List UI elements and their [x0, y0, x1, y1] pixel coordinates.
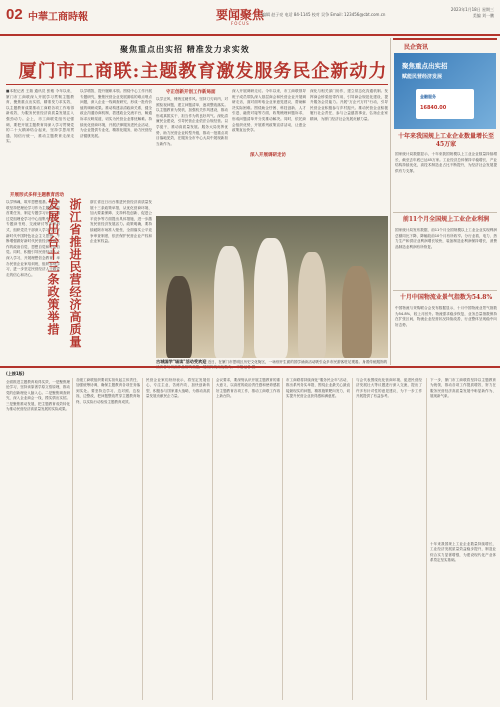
photo-figure-5 [342, 266, 372, 358]
page-header [0, 0, 500, 36]
right-section-tag: 民企资讯 [404, 44, 429, 51]
right-headline-1: 十年来我国规上工业企业数量增长至45万家 [397, 133, 494, 148]
photo-caption [156, 359, 388, 370]
lower-divider-2 [142, 378, 143, 700]
designer-meta: 美编 刘一鹏 [472, 13, 494, 18]
lower-column-1: 全面推进主题教育取得实效，一是聚焦理论学习，坚持读原著学原文悟原理，推动党的创新理论入脑入心。二是聚焦调查研究，深入企业商会一线，摸实情出实招。三是聚焦推动发展，把主题教育成效转化为推动民营经济高质量发展的实际成果。 [6, 380, 70, 412]
headline-rule [6, 84, 388, 85]
photo-figure-4 [166, 276, 192, 358]
subhead-innovation: 守正创新开创工作新局面 [166, 90, 216, 95]
right-article-2: 国家统计局发布数据，前11个月全国规模以上工业企业实现利润总额同比下降，降幅较前10个月有所收窄。分行业看，电力、热力生产和供应业利润增长较快，装备制造业利润保持增长，消费品制造业利润有所恢复。 [395, 228, 497, 249]
paper-name: 中華工商時報 [28, 12, 88, 23]
right-rule-2 [393, 290, 497, 291]
ad-card-title: 金融服务 [420, 94, 436, 99]
lower-column-3: 民营企业家们纷纷表示，将坚定发展信心，专注主业，苦练内功，加快创新转型，积极参与国家重大战略，为推动高质量发展贡献民企力量。 [146, 378, 210, 399]
lower-divider-6 [426, 378, 427, 700]
ad-line-2: 赋能民营经济发展 [402, 74, 443, 80]
lower-column-2: 各级工商联组织要切实担负起主体责任，加强统筹协调，确保主题教育各项任务落到实处。要坚持边学习、边对照、边检视、边整改，把问题整改贯穿主题教育始终，以实际行动检验主题教育成效。 [76, 378, 140, 404]
lead-kicker: 聚焦重点出实招 精准发力求实效 [120, 45, 250, 54]
article-column-e: 深化与相关部门协作，建立常态化沟通机制。发挥商会桥梁纽带作用，引导商会规范化建设，提升服务会员能力。开展"万企兴万村"行动，引导民营企业积极参与乡村振兴。推动民营企业积极履行社会责任，参与公益慈善事业，弘扬企业家精神，为厦门经济社会发展贡献力量。 [310, 89, 388, 121]
subhead-activities: 开展形式多样主题教育活动 [10, 193, 64, 198]
editor-meta: 编辑 赵子亮 电话 84-1145 校对 吴争 Email: 123456@cbt.com.cn [262, 12, 386, 17]
lead-headline: 厦门市工商联:主题教育激发服务民企新动力 [18, 61, 388, 82]
lower-column-6: 与会代表围绕优化营商环境、促进民营经济发展壮大等议题进行深入交流，提出了许多有针对性的意见建议，为下一步工作开展提供了有益参考。 [356, 378, 422, 399]
lead-paragraph: ■本报记者 王瑞 通讯员 张雅 今年以来，厦门市工商联深入开展学习贯彻主题教育，聚焦重点出实招，精准发力求实效，以主题教育成果推动工商联各项工作取得新成效，为服务民营经济高质量发展注入强劲动力。会上，市工商联党组书记强调，要把开展主题教育同深入学习贯彻党的二十大精神结合起来，坚持学思用贯通、知信行统一，推动主题教育走深走实。 [6, 89, 74, 144]
article-column-b: 以学增智，提升履职本领。围绕中心工作开展专题研究，聚焦民营企业发展面临的难点堵点问题，深入企业一线调查研究，形成一批有价值的调研成果。推动构建亲清政商关系，健全政企沟通协商机制，搭建政企交流平台，畅通诉求反映渠道，切实为民营企业排忧解难。持续优化营商环境，开展法律服务进民企活动，为企业提供专业化、精准化服务，助力民营经济健康发展。 [80, 89, 152, 138]
lower-column-5: 市工商联将持续深化"服务民企年"活动，推出系列务实举措，围绕企业最关心最直接最现实的问题，精准施策靶向发力，切实提升民营企业获得感和满意度。 [286, 378, 350, 399]
ad-card-number: 16840.00 [420, 105, 447, 111]
lower-divider-4 [282, 378, 283, 700]
photo-figure-2 [254, 238, 288, 358]
continued-tag: (上接1版) [6, 371, 25, 376]
lower-divider-1 [72, 378, 73, 700]
date-meta [451, 7, 494, 19]
photo-figure-1 [214, 246, 244, 358]
lower-section-bar [0, 366, 500, 368]
page-number: 02 [6, 6, 23, 23]
ad-card [416, 89, 474, 119]
lower-column-8: 十年来我国规上工业企业数量持续增长，工业经济发展质量效益稳步提升，制造业综合实力显著增强，为建设现代化产业体系奠定坚实基础。 [430, 542, 496, 563]
photo-figure-3 [298, 252, 326, 358]
subhead-research: 深入开展调研走访 [250, 153, 286, 158]
photo-title: 古城国学"诵读"活动受欢迎 [156, 359, 207, 364]
lower-column-4: 会议要求，要深刻认识开展主题教育的重大意义，以高度的政治责任感和使命感抓好主题教育各项工作，推动工商联工作再上新台阶。 [216, 378, 280, 399]
right-rule-1 [393, 212, 497, 213]
section-title-en: FOCUS [231, 21, 250, 26]
lower-divider-5 [352, 378, 353, 700]
article-column-c: 以学正风，锤炼过硬作风。坚持刀刃向内，对照检视问题，建立问题清单，逐项整改落实。以主题教育为契机，加强机关作风建设，推动形成真抓实干、担当作为的良好风气。深化清廉民企建设，引导民营企业依法合规经营。以学促干，推动高质量发展。服务大局发挥优势，助力民营企业转型升级，推动一批重点项目落地见效，在服务全市中心大局中展现新担当新作为。 [156, 97, 228, 146]
advertisement [394, 53, 496, 129]
ad-line-1: 聚焦重点出实招 [402, 62, 448, 70]
news-photo [156, 216, 388, 358]
column-divider [390, 38, 391, 365]
issue-date: 2023年1月18日 星期三 [450, 7, 494, 12]
right-headline-3: 十月中国物流业景气指数为54.8% [399, 294, 493, 301]
photo-caption-text: 近日，在厦门市思明区历史文化街区，一场别开生面的国学诵读活动吸引众多市民游客驻足观看。身着传统服饰的 [207, 360, 388, 364]
section-title: 要闻聚焦 [216, 8, 265, 22]
vertical-headline: 浙江省推进民营经济高质量发展出台十三条政策举措 [46, 198, 82, 348]
right-headline-2: 前11个月全国规上工业企业利润 [402, 216, 490, 223]
vertical-article-text: 浙江省近日出台推进民营经济高质量发展十三条政策举措，从优化营商环境、加大要素保障、支持科技创新、促进公平竞争等方面提出具体措施，进一步激发民营经济发展活力。政策明确，要持续破除市场准入壁垒，全面落实公平竞争审查制度，依法保护民营企业产权和企业家权益。 [90, 200, 152, 244]
lower-column-7: 下一步，厦门市工商联将坚持以主题教育为统领，推动各项工作提质增效，努力在服务民营经济高质量发展中彰显新作为、展现新气象。 [430, 378, 496, 399]
article-column-a: 以学铸魂，筑牢思想根基。市工商联坚持把理论学习作为主题教育的首要任务，制定专题学习计划，通过党组理论学习中心组集中学习、专题读书班、交流研讨等多种形式，组织党员干部深入学习习近平新时代中国特色社会主义思想，不断增强做好新时代民营经济统战工作的政治自觉、思想自觉和行动自觉。同时，积极引导民营经济人士深入学习，开展理想信念教育，举办民营企业家培训班，组织参观学习，进一步坚定民营经济人士跟党走的信心和决心。 [6, 200, 60, 277]
right-article-1: 国家统计局数据显示，十年来我国规模以上工业企业数量持续增长，截至去年底已达45万家。工业经济总体保持平稳增长，产业结构持续优化，高技术制造业占比不断提升，为经济社会发展提供有力支撑。 [395, 152, 497, 173]
right-article-3: 中国物流与采购联合会发布数据显示，十月中国物流业景气指数为54.8%，较上月回升。物流需求稳步恢复，业务总量指数保持在扩张区间，物流企业经营状况持续改善，行业整体呈现稳中向好态势。 [395, 306, 497, 327]
lower-divider-3 [212, 378, 213, 700]
article-column-d: 深入开展调研走访。今年以来，市工商联领导班子成员带队深入基层商会和民营企业开展调研走访，面对面听取企业家意见建议，帮助解决实际困难。围绕助企纾困、科技创新、人才引进、融资对接等方面，收集梳理问题诉求，形成问题清单并分类推动解决。同时，依托商会组织优势，开展系列政策宣讲活动，让惠企政策直达快享。 [232, 89, 306, 133]
